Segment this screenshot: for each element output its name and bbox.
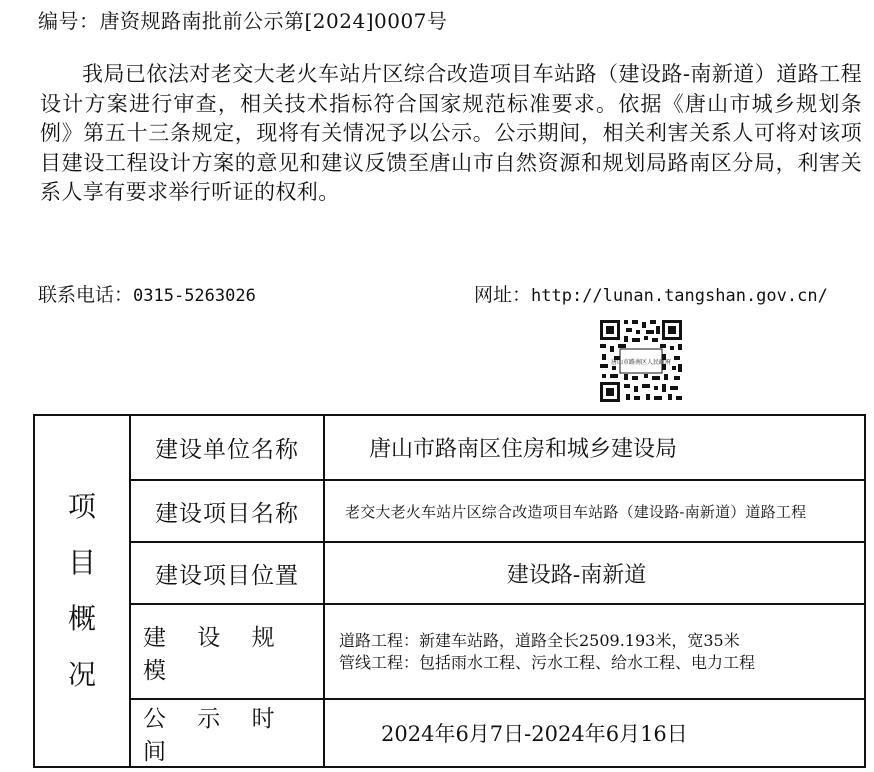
qr-code-icon[interactable] (598, 318, 684, 404)
website-link[interactable]: http://lunan.tangshan.gov.cn/ (531, 286, 828, 306)
row-value-unit: 唐山市路南区住房和城乡建设局 (369, 437, 678, 463)
qr-caption: 唐山市路南区人民政府 (610, 359, 672, 366)
table-row (131, 700, 864, 766)
overview-char: 况 (67, 658, 96, 691)
contact-phone (38, 280, 256, 311)
overview-char: 概 (67, 602, 96, 635)
table-row (131, 543, 864, 605)
row-label-project-name: 建设项目名称 (131, 481, 325, 541)
row-value-project-name: 老交大老火车站片区综合改造项目车站路（建设路-南新道）道路工程 (345, 502, 807, 521)
document-number: 编号：唐资规路南批前公示第[2024]0007号 (38, 9, 448, 33)
row-value-scale (325, 605, 864, 698)
overview-char: 目 (67, 546, 96, 579)
overview-char: 项 (67, 490, 96, 523)
scale-line-road: 道路工程：新建车站路，道路全长2509.193米，宽35米 (339, 630, 740, 650)
table-row (131, 416, 864, 481)
row-label-unit: 建设单位名称 (131, 416, 325, 479)
row-label-time: 公 示 时 间 (131, 700, 325, 766)
notice-paragraph: 我局已依法对老交大老火车站片区综合改造项目车站路（建设路-南新道）道路工程设计方案进行审查，相关技术指标符合国家规范标准要求。依据《唐山市城乡规划条例》第五十三条规定，现将有关情况予以公示。公示期间，相关利害关系人可将对该项目建设工程设计方案的意见和建议反馈至唐山市自然资源和规划局路南区分局，利害关系人享有要求举行听证的权利。 (40, 62, 862, 205)
phone-number: 0315-5263026 (133, 286, 256, 306)
website-label: 网址： (474, 284, 532, 306)
project-overview-table (33, 414, 866, 768)
phone-label: 联系电话： (38, 284, 134, 306)
table-row (131, 605, 864, 700)
row-value-location: 建设路-南新道 (506, 562, 647, 588)
overview-header-cell (35, 416, 131, 766)
contact-website (474, 280, 828, 311)
table-rows (131, 416, 864, 766)
row-label-scale: 建 设 规 模 (131, 605, 325, 698)
scale-line-pipeline: 管线工程：包括雨水工程、污水工程、给水工程、电力工程 (339, 652, 756, 672)
row-label-location: 建设项目位置 (131, 543, 325, 603)
table-row (131, 481, 864, 543)
row-value-time: 2024年6月7日-2024年6月16日 (381, 721, 688, 746)
